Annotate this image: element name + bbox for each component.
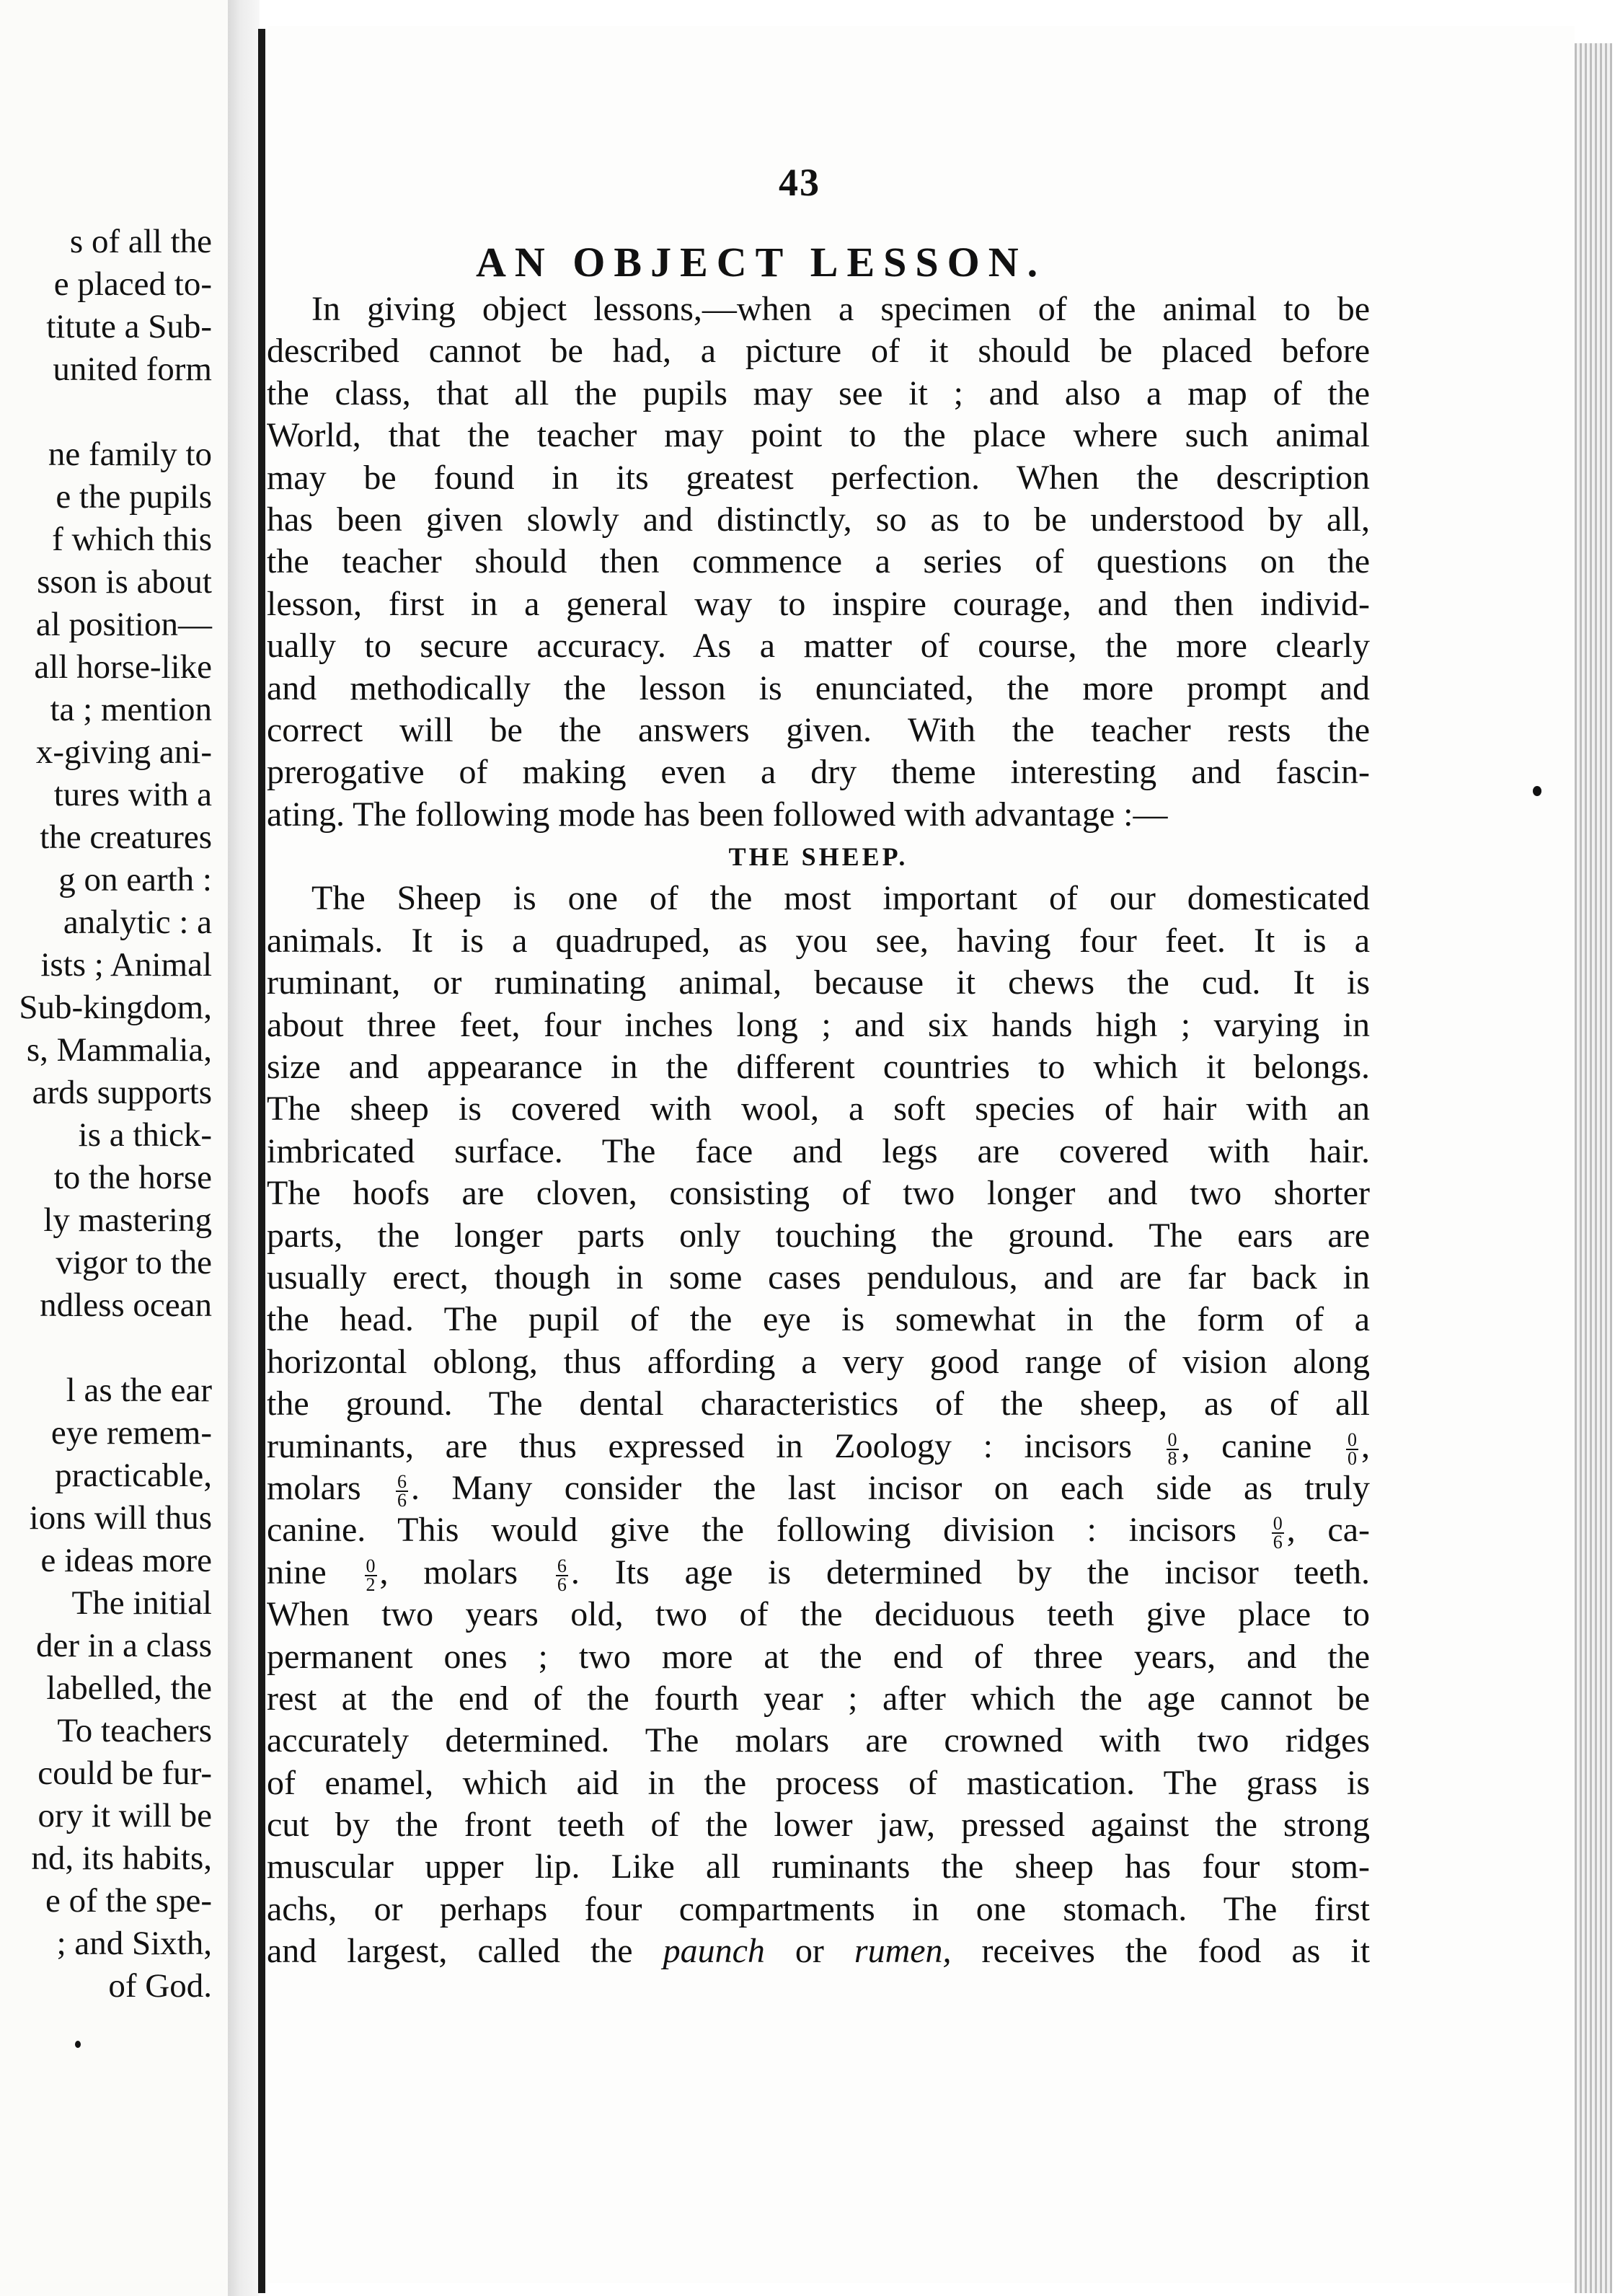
text-line: usually erect, though in some cases pendulous, and are far back in [267,1258,1370,1297]
left-text-line: ; and Sixth, [56,1925,212,1962]
intro-paragraph [267,288,1370,836]
left-text-line: ly mastering [43,1201,212,1239]
text-line: World, that the teacher may point to the place where such animal [267,416,1370,455]
left-text-line: nd, its habits, [31,1840,212,1877]
fraction: $\frac{0}{2}$ [366,1555,376,1595]
left-text-line: tures with a [53,776,212,813]
left-text-line: To teachers [57,1712,212,1749]
text-line: imbricated surface. The face and legs are covered with hair. [267,1131,1370,1170]
left-text-line: ists ; Animal [40,946,212,984]
text-line: animals. It is a quadruped, as you see, having four feet. It is a [267,921,1370,960]
left-text-line: eye remem- [50,1414,212,1452]
text-line: size and appearance in the different countries to which it belongs. [267,1048,1370,1087]
text-line: and methodically the lesson is enunciated, the more prompt and [267,668,1370,707]
left-text-line: s, Mammalia, [26,1031,212,1069]
left-text-line: ory it will be [37,1797,212,1834]
gutter-shadow [228,0,260,2296]
text-line: In giving object lessons,—when a specimen of the animal to be [311,290,1370,328]
text-line: The hoofs are cloven, consisting of two longer and two shorter [267,1174,1370,1213]
text-line: has been given slowly and distinctly, so as to be understood by all, [267,500,1370,539]
left-text-line: f which this [52,521,212,558]
text-line: of enamel, which aid in the process of mastication. The grass is [267,1763,1370,1802]
text-line: lesson, first in a general way to inspire courage, and then individ- [267,584,1370,623]
text-line: described cannot be had, a picture of it should be placed before [267,332,1370,371]
left-text-line: sson is about [37,563,212,601]
left-text-line: Sub-kingdom, [19,989,212,1026]
text-line: horizontal oblong, thus affording a very good range of vision along [267,1342,1370,1381]
sheep-paragraph [267,878,1370,1425]
left-text-line: e placed to- [53,265,212,303]
text-line-formula-2: molars $\frac{6}{6}$ . Many consider the last incisor on each side as truly [267,1468,1370,1511]
left-text-line: titute a Sub- [46,308,212,345]
ink-speck [1533,786,1541,796]
text-line: ually to secure accuracy. As a matter of course, the more clearly [267,627,1370,666]
text-line: prerogative of making even a dry theme interesting and fascin- [267,753,1370,792]
left-text-line: der in a class [35,1627,212,1664]
text-line: the head. The pupil of the eye is somewhat in the form of a [267,1300,1370,1339]
text-line: the ground. The dental characteristics of the sheep, as of all [267,1385,1370,1423]
page-edges [1575,43,1612,2293]
text-line: When two years old, two of the deciduous teeth give place to [267,1595,1370,1634]
text-line: parts, the longer parts only touching the ground. The ears are [267,1216,1370,1255]
text-line: permanent ones ; two more at the end of three years, and the [267,1637,1370,1676]
left-text-line: is a thick- [78,1116,212,1154]
text-line: achs, or perhaps four compartments in one stomach. The first [267,1889,1370,1928]
fraction: $\frac{0}{0}$ [1348,1429,1357,1469]
left-text-line: The initial [71,1584,212,1622]
text-line: The sheep is covered with wool, a soft species of hair with an [267,1090,1370,1129]
text-line: ruminant, or ruminating animal, because it chews the cud. It is [267,963,1370,1002]
left-text-line: ions will thus [29,1499,212,1537]
left-text-line: g on earth : [58,861,212,898]
left-text-line: l as the ear [66,1372,212,1409]
left-text-line: analytic : a [63,904,212,941]
left-text-line [0,1327,212,1369]
left-text-line: labelled, the [46,1669,212,1707]
fraction: $\frac{6}{6}$ [397,1470,407,1511]
left-text-line [0,391,212,433]
ink-speck [75,2041,81,2048]
text-line: cut by the front teeth of the lower jaw, pressed against the strong [267,1806,1370,1845]
text-line-final: and largest, called the paunch or rumen, receives the food as it [267,1932,1371,1971]
text-line: the teacher should then commence a series of questions on the [267,542,1370,581]
left-page-fragment [0,0,228,2296]
text-line: correct will be the answers given. With the teacher rests the [267,710,1370,749]
left-text-line: al position— [35,606,212,643]
left-text-line: practicable, [55,1457,212,1494]
left-text-line: e ideas more [40,1542,212,1579]
left-text-line: e of the spe- [45,1882,212,1920]
fraction: $\frac{6}{6}$ [557,1555,567,1595]
article-title: AN OBJECT LESSON. [476,239,1047,286]
text-line-formula-4: nine $\frac{0}{2}$ , molars $\frac{6}{6}$ . Its age is determined by the incisor teeth. [267,1553,1370,1595]
left-text-line: ne family to [48,436,212,473]
text-line: the class, that all the pupils may see it ; and also a map of the [267,374,1370,412]
left-text-line: of God. [108,1967,212,2005]
text-line: rest at the end of the fourth year ; after which the age cannot be [267,1679,1370,1718]
section-heading: THE SHEEP. [728,842,908,872]
text-line: muscular upper lip. Like all ruminants the sheep has four stom- [267,1847,1370,1886]
text-line: may be found in its greatest perfection. When the description [267,458,1370,497]
text-line: ating. The following mode has been followed with advantage :— [267,795,1168,834]
fraction: $\frac{0}{8}$ [1167,1429,1177,1469]
text-line: about three feet, four inches long ; and six hands high ; varying in [267,1005,1370,1044]
left-text-line: ards supports [32,1074,212,1111]
left-text-line: vigor to the [56,1244,212,1281]
text-line: accurately determined. The molars are crowned with two ridges [267,1721,1370,1760]
left-text-line: ndless ocean [40,1286,212,1324]
sheep-paragraph-continued [267,1594,1370,1930]
left-text-line: the creatures [40,818,212,856]
text-line-formula-3: canine. This would give the following division : incisors $\frac{0}{6}$ , ca- [267,1511,1371,1553]
text-line-formula-1: ruminants, are thus expressed in Zoology : incisors $\frac{0}{8}$ , canine $\frac{0}{0}$ , [267,1426,1370,1469]
left-text-line: to the horse [53,1159,212,1196]
left-text-line: all horse-like [34,648,212,686]
text-line: The Sheep is one of the most important of our domesticated [311,879,1370,918]
left-text-line: s of all the [69,223,212,260]
italic-term: rumen, [854,1932,952,1971]
left-text-line: could be fur- [37,1754,212,1792]
left-text-line: ta ; mention [50,691,212,728]
fraction: $\frac{0}{6}$ [1273,1513,1283,1553]
italic-term: paunch [663,1932,765,1971]
left-text-line: united form [53,350,212,388]
article-body [267,288,1370,1973]
left-text-line: x-giving ani- [35,733,212,771]
left-text-line: e the pupils [56,478,212,516]
left-page-text [0,221,212,2008]
book-spine [258,29,265,2293]
page-number: 43 [779,161,820,204]
